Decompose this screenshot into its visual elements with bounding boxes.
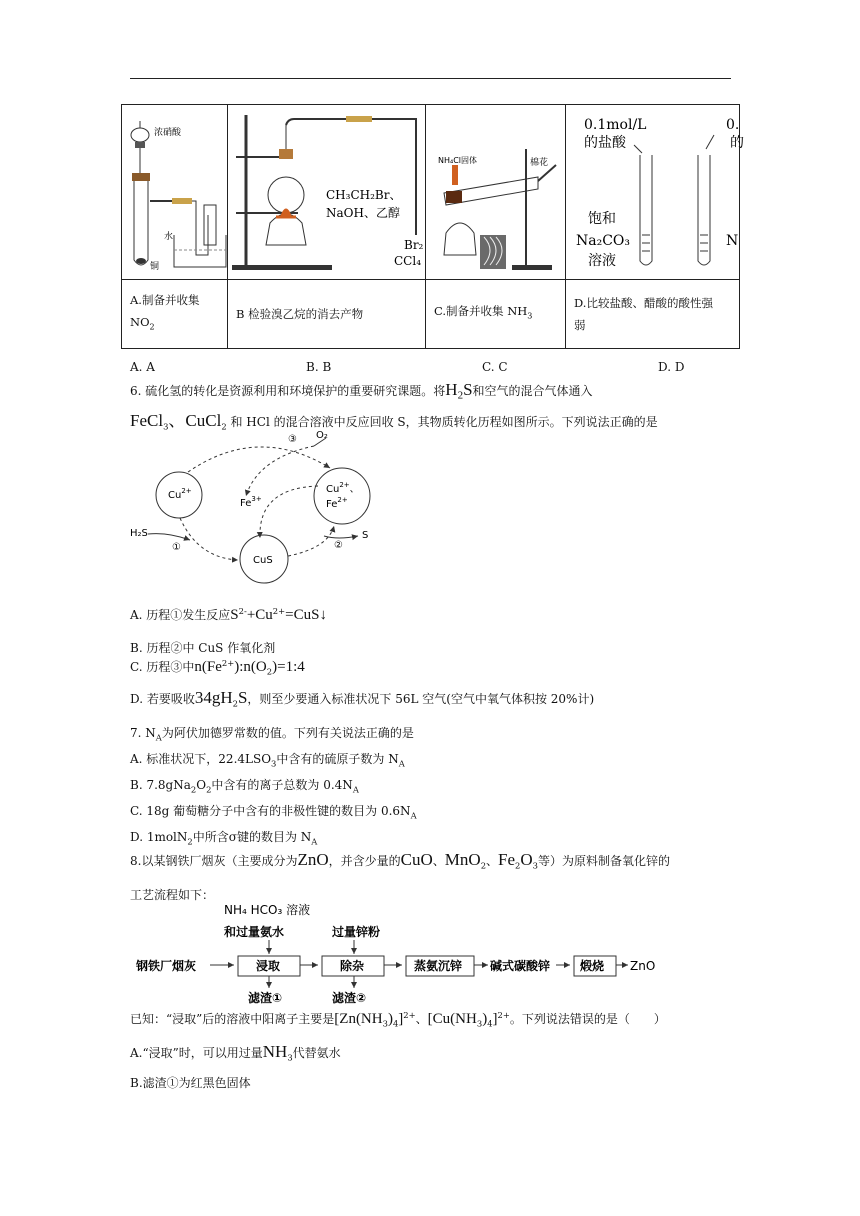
q7-option-c[interactable]: C. 18g 葡萄糖分子中含有的非极性键的数目为 $0.6N_A$ [130,804,417,821]
q8-process-flow [132,902,672,1004]
caption-b: B 检验溴乙烷的消去产物 [228,280,426,349]
q6-option-c[interactable]: C. 历程③中$n(Fe^{2+}):n(O_2)=1:4$ [130,658,305,677]
flow-reagent1b: 和过量氨水 [224,925,285,939]
figure-b-label-br2: Br₂ [404,238,424,252]
figure-d-label-conc2: 0. [726,117,740,133]
q7-option-d[interactable]: D. 1molN$_2$中所含σ键的数目为 $N_A$ [130,830,318,847]
header-rule [130,78,731,79]
figure-d-label-conc: 0.1mol/L [584,117,647,133]
caption-a: A.制备并收集 $NO_2$ [122,280,228,349]
flow-product: ZnO [630,959,656,973]
figure-c-label-solid: NH₄Cl固体 [438,156,478,165]
q8-stem-line1: 8.以某钢铁厂烟灰（主要成分为ZnO，并含少量的CuO、MnO$_2$、$Fe_2O_3$等）为原料制备氧化锌的 [130,850,671,871]
flow-reagent1a: NH₄ HCO₃ 溶液 [224,903,311,917]
q6-option-a[interactable]: A. 历程①发生反应$S^{2-}+Cu^{2+}=CuS↓$ [130,606,327,623]
q6-stem-line1: 6. 硫化氢的转化是资源利用和环境保护的重要研究课题。将$H_2S$和空气的混合气体通入 [130,380,593,402]
q5-option-b[interactable]: B. B [306,360,332,374]
figure-a-apparatus [122,105,227,279]
q8-option-a[interactable]: A.“浸取”时，可以用过量$NH_3$代替氨水 [130,1042,341,1063]
q5-option-a[interactable]: A. A [130,360,155,374]
figure-d-label-hcl: 的盐酸 [584,135,626,151]
q5-apparatus-table [121,104,744,349]
figure-a-label-water: 水 [164,232,174,242]
figure-b-label-reagent2: NaOH、乙醇 [326,206,400,220]
diagram-o2-label: O₂ [316,430,328,441]
flow-residue1: 滤渣① [248,991,283,1005]
figure-c-label-cotton: 棉花 [530,158,549,168]
flow-residue2: 滤渣② [332,991,367,1005]
flow-box-purify: 除杂 [340,959,365,973]
q5-option-c[interactable]: C. C [482,360,508,374]
flow-box-precipitate: 蒸氨沉锌 [414,959,463,973]
q6-option-d[interactable]: D. 若要吸收$34gH_2S$，则至少要通入标准状况下 56L 空气(空气中氧气体积按 20%计) [130,688,595,709]
flow-reagent2: 过量锌粉 [332,925,381,939]
q7-option-a[interactable]: A. 标准状况下，$22.4LSO_3$中含有的硫原子数为 $N_A$ [130,752,405,769]
diagram-cu2-fe2-label1: $Cu^{2+}$、 [326,481,360,495]
diagram-step3: ③ [288,434,297,445]
figure-a-label-copper: 铜 [150,262,160,272]
q6-stem-line2: FeCl$_3$、CuCl$_2$ 和 HCl 的混合溶液中反应回收 S，其物质转化历程如图所示。下列说法正确的是 [130,411,658,432]
figure-d-label-acid2: 的 [730,135,744,151]
q8-option-b[interactable]: B.滤渣①为红黑色固体 [130,1076,251,1090]
diagram-h2s-label: H₂S [130,528,148,539]
diagram-cus-label: CuS [253,555,273,566]
figure-c-apparatus [426,105,565,279]
figure-d-cell [566,105,744,280]
diagram-fe3-label: $Fe^{3+}$ [240,495,262,509]
figure-d-apparatus [566,105,744,279]
figure-b-label-reagent1: CH₃CH₂Br、 [326,188,402,202]
q7-option-b[interactable]: B. $7.8gNa_2O_2$中含有的离子总数为 $0.4N_A$ [130,778,359,795]
flow-start: 钢铁厂烟灰 [136,959,197,973]
diagram-step2: ② [334,540,343,551]
q8-stem-line2: 工艺流程如下： [130,888,215,902]
figure-d-label-solution: 溶液 [588,253,616,269]
q8-known-line: 已知：“浸取”后的溶液中阳离子主要是$[Zn(NH_3)_4]^{2+}$、$[Cu(NH_3)_4]^{2+}$。下列说法错误的是（ ） [130,1010,666,1029]
flow-box-leach: 浸取 [256,959,281,973]
q7-stem: 7. $N_A$为阿伏加德罗常数的值。下列有关说法正确的是 [130,726,414,743]
figure-a-cell [122,105,228,280]
figure-a-label-acid: 浓硝酸 [154,128,182,138]
figure-d-label-na2co3: Na₂CO₃ [576,233,631,249]
flow-box-calcine: 煅烧 [580,959,605,973]
q6-cycle-diagram [128,428,388,583]
figure-b-cell [228,105,426,280]
diagram-cu2-fe2-label2: $Fe^{2+}$ [326,496,348,510]
flow-intermediate: 碱式碳酸锌 [490,959,551,973]
diagram-step1: ① [172,542,181,553]
q6-option-b[interactable]: B. 历程②中 CuS 作氧化剂 [130,641,276,655]
caption-d: D.比较盐酸、醋酸的酸性强 弱 [566,280,740,349]
caption-c: C.制备并收集 $NH_3$ [426,280,566,349]
figure-b-label-ccl4: CCl₄ [394,254,422,268]
q5-option-d[interactable]: D. D [658,360,685,374]
figure-c-cell [426,105,566,280]
figure-b-apparatus [228,105,425,279]
figure-d-label-saturated: 饱和 [588,211,616,227]
diagram-s-label: S [362,530,369,541]
diagram-cu2-label: $Cu^{2+}$ [168,487,192,501]
figure-d-label-n: N [726,233,739,249]
